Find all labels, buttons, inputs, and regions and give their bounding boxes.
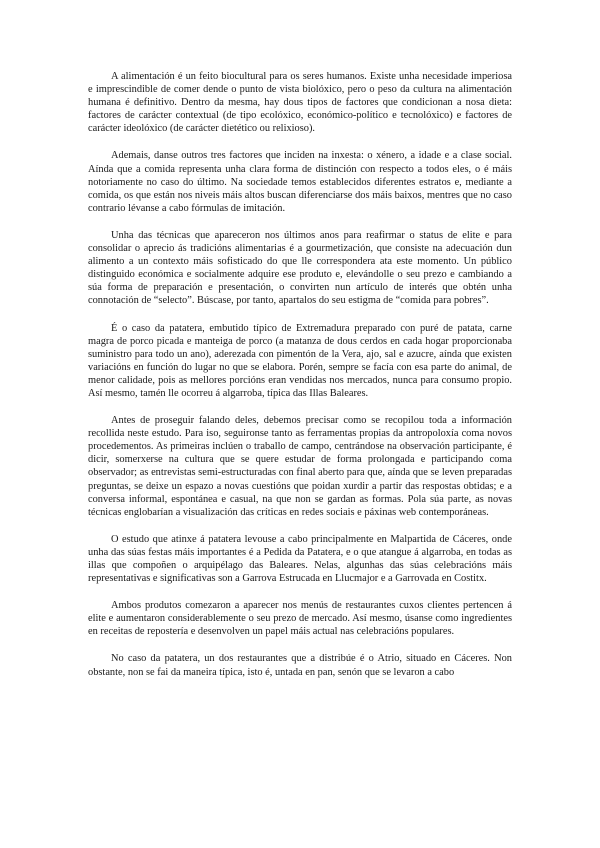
document-body [88, 70, 512, 693]
paragraph-4: É o caso da patatera, embutido típico de Extremadura preparado con puré de patata, carne magra de porco picada e manteiga de porco (a matanza de dous cerdos en cada hogar proporcionaba suministro para todo un ano), aderezada con pimentón de la Vera, ajo, sal e azucre, aínda que existen variacións en función do lugar no que se elabora. Porén, sempre se facía con esa parte do animal, de menor calidade, pois as mellores porcións eran vendidas nos mercados, nunca para consumo propio. Así mesmo, tamén lle ocorreu á algarroba, típica das Illas Baleares. [88, 322, 512, 399]
paragraph-6: O estudo que atinxe á patatera levouse a cabo principalmente en Malpartida de Cáceres, onde unha das súas festas máis importantes é a Pedida da Patatera, e o que atangue á algarroba, en todas as illas que compoñen o arquipélago das Baleares. Nelas, algunhas das súas celebracións máis representativas e significativas son a Garrova Estrucada en Llucmajor e a Garrovada en Costitx. [88, 533, 512, 585]
paragraph-5: Antes de proseguir falando deles, debemos precisar como se recopilou toda a información recollida neste estudo. Para iso, seguironse tanto as ferramentas propias da antropoloxía coma novos procedementos. As primeiras inclúen o traballo de campo, centrándose na observación participante, é dicir, somerxerse na cultura que se quere estudar de forma prolongada e participando coma observador; as entrevistas semi-estructuradas con final aberto para que, aínda que se leven preparadas preguntas, se deixe un espazo a novas cuestións que poidan xurdir a partir das respostas obtidas; e a conversa informal, espontánea e casual, na que non se gardan as formas. Pola súa parte, as novas técnicas englobarían a visualización das críticas en redes sociais e páxinas web contemporáneas. [88, 415, 512, 518]
paragraph-3: Unha das técnicas que apareceron nos últimos anos para reafirmar o status de elite e para consolidar o aprecio ás tradicións alimentarias é a gourmetización, que consiste na adecuación dun alimento a un contexto máis sofisticado do que lle correspondera ata este momento. Un público distinguido económica e socialmente adquire ese produto e, elevándolle o seu prezo e cambiando a súa forma de preparación e presentación, o convirten nun artículo de interés que obtén unha connotación de “selecto”. Búscase, por tanto, apartalos do seu estigma de “comida para pobres”. [88, 229, 512, 307]
paragraph-1: A alimentación é un feito biocultural para os seres humanos. Existe unha necesidade imperiosa e imprescindible de comer dende o punto de vista biolóxico, pero o peso da cultura na alimentación humana é definitivo. Dentro da mesma, hay dous tipos de factores que condicionan a nosa dieta: factores de carácter contextual (de tipo ecolóxico, económico-político e tecnolóxico) e factores de carácter ideolóxico (de carácter dietético ou relixioso). [88, 71, 512, 135]
paragraph-8: No caso da patatera, un dos restaurantes que a distribúe é o Atrio, situado en Cáceres. Non obstante, non se fai da maneira típica, isto é, untada en pan, senón que se levaron a cabo [88, 653, 512, 678]
paragraph-2: Ademais, danse outros tres factores que inciden na inxesta: o xénero, a idade e a clase social. Aínda que a comida representa unha clara forma de distinción con respecto a todos eles, o é máis notoriamente no caso do último. Na sociedade temos establecidos diferentes estratos e, mediante a comida, os que están nos niveis máis altos buscan diferenciarse dos máis baixos, mentres que no caso contrario lévanse a cabo fórmulas de imitación. [88, 150, 512, 214]
paragraph-7: Ambos produtos comezaron a aparecer nos menús de restaurantes cuxos clientes pertencen á elite e aumentaron considerablemente o seu prezo de mercado. Así mesmo, úsanse como ingredientes en receitas de repostería e desenvolven un papel máis actual nas celebracións populares. [88, 600, 512, 638]
